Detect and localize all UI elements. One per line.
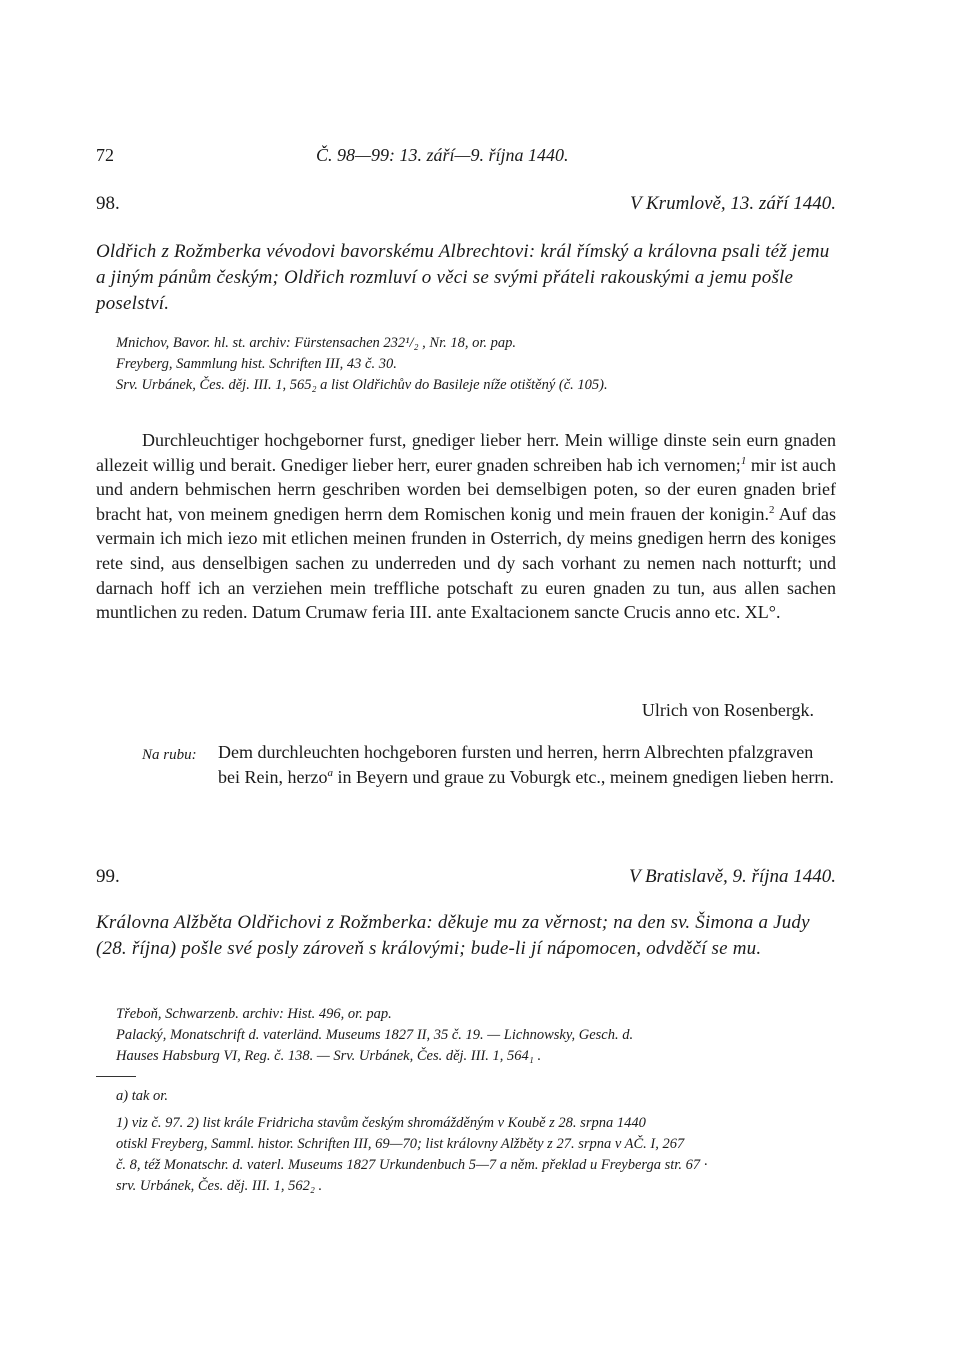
footnote-line: 1) viz č. 97. 2) list krále Fridricha stavům českým shromážděným v Koubě z 28. srpna 1440 <box>116 1115 646 1131</box>
verso-label: Na rubu: <box>142 747 197 763</box>
text-part: Auf das vermain ich mich iezo mit etlichen meinen frunden in Osterrich, dy meins gnedigen herrn des koniges rete sind, aus denselbigen sachen zu underreden und dy sach vorhant zu nemen nach notturft; und darnach hoff ich an verziehen mein treffliche potschaft zu euren gnaden zu tun, aus allen sachen muntlichen zu reden. Datum Crumaw feria III. ante Exaltacionem sancte Crucis anno etc. XL°. <box>96 503 836 623</box>
page-number: 72 <box>96 145 114 165</box>
source-line: Mnichov, Bavor. hl. st. archiv: Fürstensachen 232¹/₂ , Nr. 18, or. pap. <box>116 335 517 351</box>
text-part: Durchleuchtiger hochgeborner furst, gnediger lieber herr. Mein willige dinste sein eurn gnaden allezeit willig und berait. Gnediger lieber herr, eurer gnaden schreiben hab ich vernomen; <box>96 430 836 475</box>
footnote-line: srv. Urbánek, Čes. děj. III. 1, 562₂ . <box>116 1178 323 1194</box>
notes-divider <box>96 1076 136 1077</box>
verso-address: Dem durchleuchten hochgeboren fursten und herren, herrn Albrechten pfalzgraven bei Rein, herzo$^a$ in Beyern und graue zu Voburgk etc., meinem gnedigen lieben herrn. <box>218 742 834 787</box>
footnotes <box>116 1113 836 1197</box>
doc-99-number: 99. <box>96 866 120 887</box>
doc-98-place-date: V Krumlově, 13. září 1440. <box>629 193 836 214</box>
source-line: Palacký, Monatschrift d. vaterländ. Museums 1827 II, 35 č. 19. — Lichnowsky, Gesch. d. <box>116 1027 634 1043</box>
footnote-line: č. 8, též Monatschr. d. vaterl. Museums 1827 Urkundenbuch 5—7 a něm. překlad u Freyberga str. 67 · <box>116 1157 708 1173</box>
page <box>96 0 836 1371</box>
footnote-ref-1: 1 <box>740 454 747 467</box>
textual-note: a) tak or. <box>116 1088 168 1104</box>
doc-98-number: 98. <box>96 193 120 214</box>
text-part: mir ist auch und andern behmischen herrn geschriben worden bei demselbigen poten, so der euren gnaden brief bracht hat, von meinem gnedigen herrn dem Romischen konig und mein frauen der konigin. <box>96 454 836 524</box>
note-ref-a: a <box>327 766 333 779</box>
source-line: Třeboň, Schwarzenb. archiv: Hist. 496, or. pap. <box>116 1006 392 1022</box>
running-head <box>96 145 836 169</box>
doc-99-sources <box>116 1004 836 1067</box>
source-line: Freyberg, Sammlung hist. Schriften III, 43 č. 30. <box>116 356 397 372</box>
running-title: Č. 98—99: 13. září—9. října 1440. <box>316 145 569 165</box>
footnote-ref-2: 2 <box>769 503 775 516</box>
doc-98-signature: Ulrich von Rosenbergk. <box>641 700 814 720</box>
source-line: Srv. Urbánek, Čes. děj. III. 1, 565₂ a list Oldřichův do Basileje níže otištěný (č. 105). <box>116 377 608 393</box>
doc-98-sources <box>116 333 836 396</box>
doc-99-place-date: V Bratislavě, 9. října 1440. <box>628 866 836 887</box>
source-line: Hauses Habsburg VI, Reg. č. 138. — Srv. Urbánek, Čes. děj. III. 1, 564₁ . <box>116 1048 542 1064</box>
doc-98-text <box>96 428 836 625</box>
doc-98-regest: Oldřich z Rožmberka vévodovi bavorskému Albrechtovi: král římský a královna psali též jemu a jiným pánům českým; Oldřich rozmluví o věci se svými přáteli rakouskými a jemu pošle poselství. <box>96 241 830 314</box>
doc-99-regest: Královna Alžběta Oldřichovi z Rožmberka: děkuje mu za věrnost; na den sv. Šimona a Judy (28. října) pošle své posly zároveň s královými; bude-li jí nápomocen, odvděčí se mu. <box>96 912 810 959</box>
footnote-line: otiskl Freyberg, Samml. histor. Schriften III, 69—70; list královny Alžběty z 27. srpna v AČ. I, 267 <box>116 1136 685 1152</box>
